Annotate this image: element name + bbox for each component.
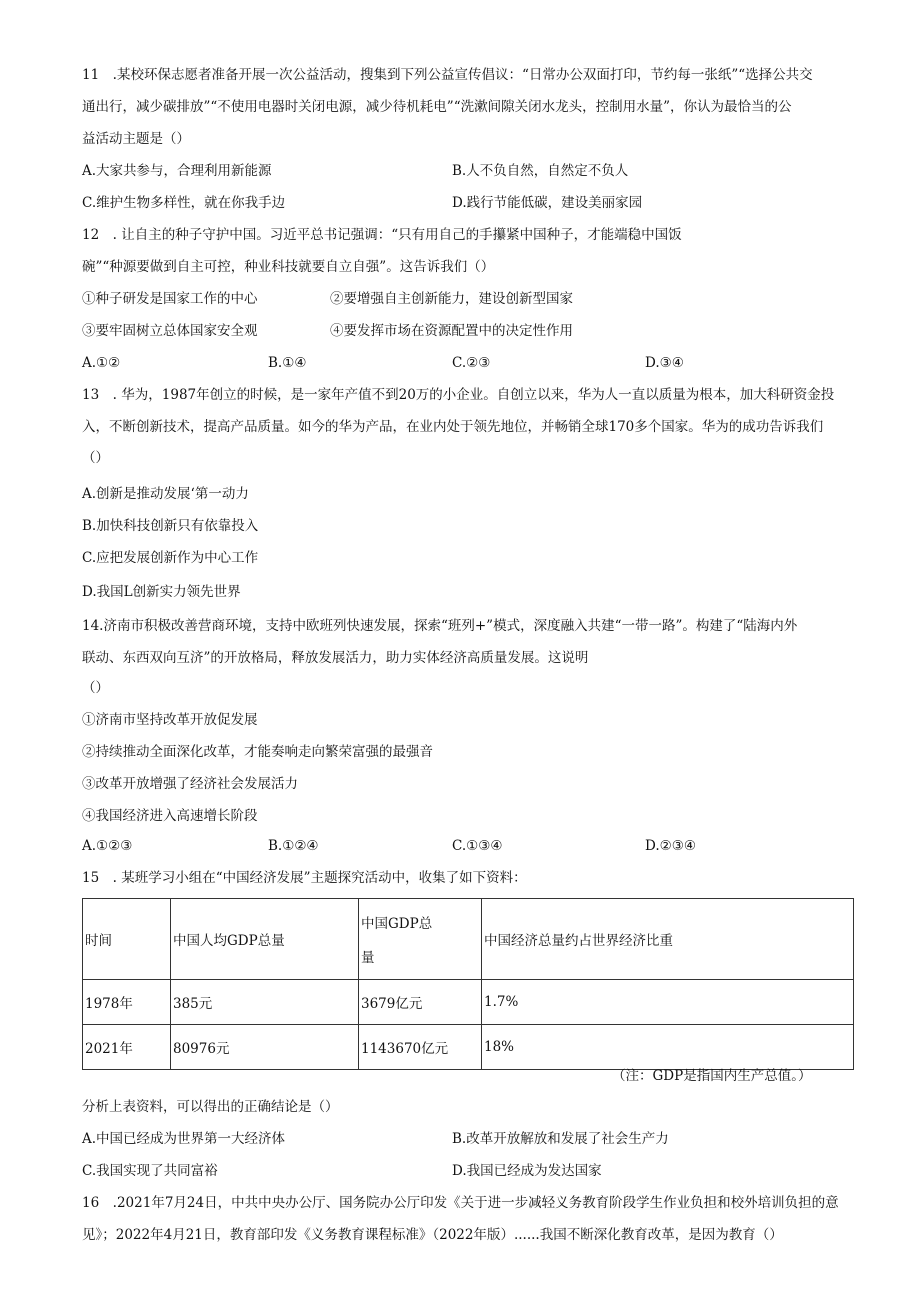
table-row xyxy=(83,1025,854,1070)
q14-line-1: 14.济南市积极改善营商环境，支持中欧班列快速发展，探索“班列+”模式，深度融入共建“一带一路”。构建了“陆海内外 xyxy=(82,618,798,634)
q14-line-3: （） xyxy=(82,680,109,696)
q13-option-b: B.加快科技创新只有依靠投入 xyxy=(82,518,259,534)
q13-line-1: 13 . 华为，1987年创立的时候，是一家年产值不到20万的小企业。自创立以来，华为人一直以质量为根本，加大科研资金投 xyxy=(82,387,835,403)
q14-option-c: C.①③④ xyxy=(452,838,503,854)
table-row xyxy=(83,980,854,1025)
q11-option-d: D.践行节能低碳，建设美丽家园 xyxy=(452,195,643,211)
q14-item-2: ②持续推动全面深化改革，才能奏响走向繁荣富强的最强音 xyxy=(82,744,433,760)
q15-option-b: B.改革开放解放和发展了社会生产力 xyxy=(452,1131,669,1147)
q13-option-a: A.创新是推动发展‘第一动力 xyxy=(82,486,249,502)
q13-line-3: （） xyxy=(82,450,109,466)
q14-option-a: A.①②③ xyxy=(82,838,133,854)
q12-item-3: ③要牢固树立总体国家安全观 xyxy=(82,323,258,339)
q11-line-3: 益活动主题是（） xyxy=(82,131,190,147)
table-cell: 3679亿元 xyxy=(359,980,482,1025)
q12-option-c: C.②③ xyxy=(452,355,491,371)
table-cell: 18% xyxy=(482,1025,854,1070)
table-cell: 1.7% xyxy=(482,980,854,1025)
q11-option-c: C.维护生物多样性，就在你我手边 xyxy=(82,195,286,211)
q15-option-d: D.我国已经成为发达国家 xyxy=(452,1163,602,1179)
q15-option-c: C.我国实现了共同富裕 xyxy=(82,1163,218,1179)
table-cell: 1978年 xyxy=(83,980,171,1025)
q12-item-4: ④要发挥市场在资源配置中的决定性作用 xyxy=(330,323,573,339)
table-header-cell: 中国经济总量约占世界经济比重 xyxy=(482,899,854,980)
q14-item-4: ④我国经济进入高速增长阶段 xyxy=(82,808,258,824)
q11-line-1: 11 .某校环保志愿者准备开展一次公益活动，搜集到下列公益宣传倡议：“日常办公双面打印，节约每一张纸”“选择公共交 xyxy=(82,67,813,83)
q14-item-1: ①济南市坚持改革开放促发展 xyxy=(82,712,258,728)
q11-line-2: 通出行，减少碳排放”“不使用电器时关闭电源，减少待机耗电”“洗漱间隙关闭水龙头，控制用水量”，你认为最恰当的公 xyxy=(82,99,792,115)
q12-item-1: ①种子研发是国家工作的中心 xyxy=(82,291,258,307)
q12-line-2: 碗”“种源要做到自主可控，种业科技就要自立自强”。这告诉我们（） xyxy=(82,259,495,275)
table-header-text: 量 xyxy=(361,950,375,966)
table-header-cell xyxy=(359,899,482,980)
q13-option-d: D.我国L创新实力领先世界 xyxy=(82,584,241,600)
q11-option-a: A.大家共参与，合理利用新能源 xyxy=(82,163,272,179)
table-cell: 80976元 xyxy=(171,1025,359,1070)
q12-option-b: B.①④ xyxy=(268,355,307,371)
table-header-cell: 时间 xyxy=(83,899,171,980)
table-header-text: 中国GDP总 xyxy=(361,916,433,932)
q12-line-1: 12 . 让自主的种子守护中国。习近平总书记强调：“只有用自己的手攥紧中国种子，才能端稳中国饭 xyxy=(82,227,682,243)
table-header-cell: 中国人均GDP总量 xyxy=(171,899,359,980)
q14-option-b: B.①②④ xyxy=(268,838,319,854)
q15-intro: 15 . 某班学习小组在“中国经济发展”主题探究活动中，收集了如下资料： xyxy=(82,870,527,886)
q13-line-2: 入，不断创新技术，提高产品质量。如今的华为产品，在业内处于领先地位，并畅销全球170多个国家。华为的成功告诉我们 xyxy=(82,419,824,435)
q14-line-2: 联动、东西双向互济”的开放格局，释放发展活力，助力实体经济高质量发展。这说明 xyxy=(82,650,589,666)
q16-line-1: 16 .2021年7月24日，中共中央办公厅、国务院办公厅印发《关于进一步减轻义务教育阶段学生作业负担和校外培训负担的意 xyxy=(82,1195,839,1211)
table-header-row xyxy=(83,899,854,980)
table-cell: 1143670亿元 xyxy=(359,1025,482,1070)
q16-line-2: 见》；2022年4月21日，教育部印发《义务教育课程标准》（2022年版）......我国不断深化教育改革，是因为教育（） xyxy=(82,1227,783,1243)
q12-option-d: D.③④ xyxy=(645,355,684,371)
q12-option-a: A.①② xyxy=(82,355,121,371)
gdp-table xyxy=(82,898,854,1070)
q14-option-d: D.②③④ xyxy=(645,838,696,854)
q15-question: 分析上表资料，可以得出的正确结论是（） xyxy=(82,1099,339,1115)
q11-option-b: B.人不负自然，自然定不负人 xyxy=(452,163,629,179)
q14-item-3: ③改革开放增强了经济社会发展活力 xyxy=(82,776,298,792)
table-cell: 2021年 xyxy=(83,1025,171,1070)
q15-option-a: A.中国已经成为世界第一大经济体 xyxy=(82,1131,286,1147)
q15-note: （注：GDP是指国内生产总值。） xyxy=(612,1068,812,1084)
table-cell: 385元 xyxy=(171,980,359,1025)
q13-option-c: C.应把发展创新作为中心工作 xyxy=(82,550,259,566)
q12-item-2: ②要增强自主创新能力，建设创新型国家 xyxy=(330,291,573,307)
